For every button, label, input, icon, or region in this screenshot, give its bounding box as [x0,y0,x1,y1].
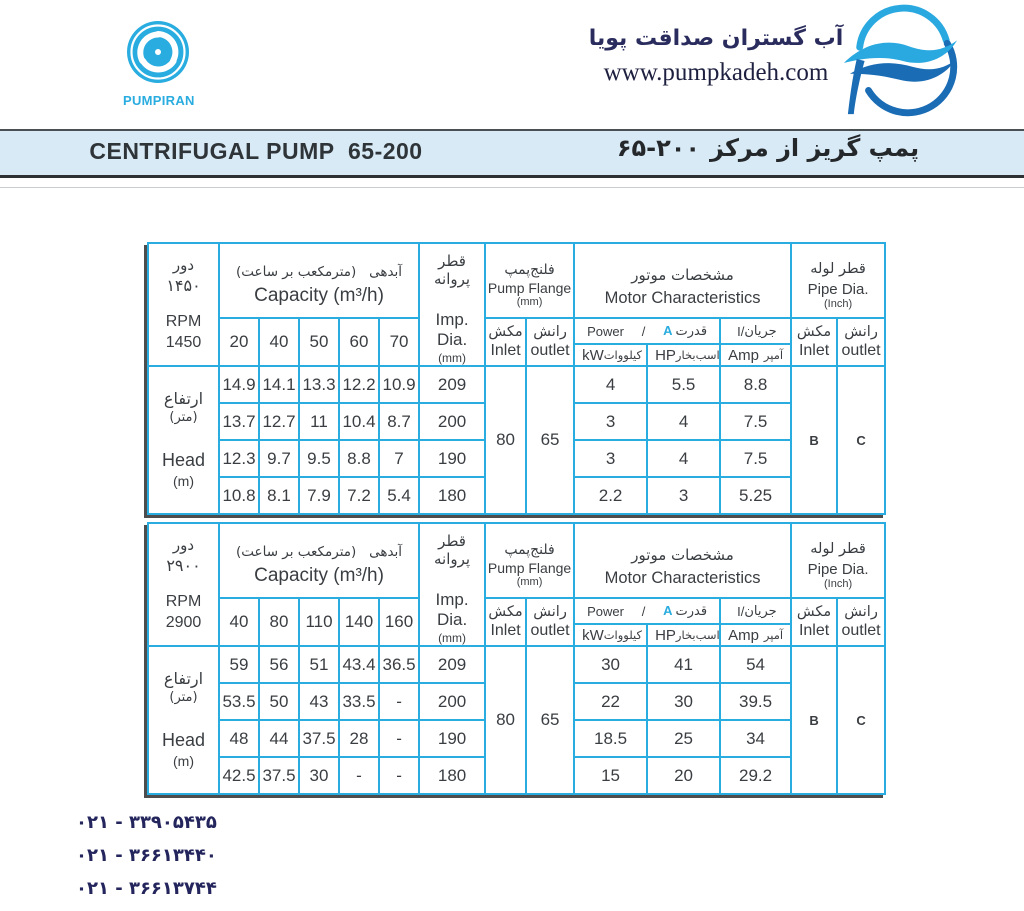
power-label-en: Power [587,603,624,619]
outlet-label-fa: رانش [844,323,878,340]
power-marker: A [663,323,673,338]
pipe-diameter-unit: (Inch) [824,297,853,310]
kw-value: 15 [574,757,647,794]
head-value: 14.1 [259,366,299,403]
impeller-diameter-unit: (mm) [438,351,467,365]
title-bar-underline [0,187,1024,188]
head-value: 7.9 [299,477,339,514]
kw-header [574,624,647,646]
pipe-inlet-header [791,598,837,646]
kw-label-en: kW [582,626,604,644]
rpm-cell [148,523,219,646]
pump-flange-header [485,523,574,598]
capacity-label-en: Capacity (m³/h) [254,565,384,586]
power-label-en: Power [587,323,624,339]
current-header [720,318,791,344]
current-slash: / [740,323,745,339]
inlet-label-fa: مکش [488,323,523,340]
pump-flange-header [485,243,574,318]
pipe-diameter-header [791,243,885,318]
rpm-value-fa: ۱۴۵۰ [166,276,201,296]
page-title-fa-text: پمپ گریز از مرکز [710,134,920,162]
pipe-outlet-value: C [837,646,885,794]
head-value: 12.7 [259,403,299,440]
head-value: 7 [379,440,419,477]
rpm-cell [148,243,219,366]
capacity-label-fa: آبدهی [369,544,403,560]
head-row-header [148,366,219,514]
current-header [720,598,791,624]
power-slash: / [641,323,646,339]
head-value: 10.4 [339,403,379,440]
motor-label-fa: مشخصات موتور [631,546,734,564]
power-label-fa: قدرت [675,324,708,339]
pipe-diameter-label-fa: قطر لوله [810,540,866,557]
head-value: 9.5 [299,440,339,477]
pipe-inlet-value: B [791,366,837,514]
amp-value: 34 [720,720,791,757]
capacity-label-en: Capacity (m³/h) [254,285,384,306]
motor-label-en: Motor Characteristics [604,289,761,307]
capacity-header [219,243,419,318]
hp-header [647,624,720,646]
outlet-label-en: outlet [841,622,881,640]
impeller-diameter-label-en: Imp. Dia. [435,310,469,349]
kw-value: 4 [574,366,647,403]
impeller-icon [126,20,190,84]
amp-label-fa: آمپر [763,348,784,362]
pipe-diameter-label-en: Pipe Dia. [807,560,869,578]
rpm-label-en: RPM [165,312,202,330]
hp-label-fa: اسب‌بخار [675,348,720,362]
pump-flange-label-en: Pump Flange [487,560,572,576]
outlet-label-en: outlet [530,342,570,360]
head-label-fa: ارتفاع [163,389,204,409]
pumpiran-logo [123,20,193,108]
head-value: 8.1 [259,477,299,514]
kw-label-en: kW [582,346,604,364]
impeller-diameter-value: 190 [419,440,485,477]
impeller-diameter-value: 180 [419,477,485,514]
head-value: 53.5 [219,683,259,720]
capacity-column-header: 110 [299,598,339,646]
head-value: 43.4 [339,646,379,683]
head-value: - [379,720,419,757]
impeller-diameter-label-fa: قطر پروانه [434,252,471,288]
impeller-diameter-value: 209 [419,366,485,403]
capacity-unit-fa: (مترمکعب بر ساعت) [236,544,357,560]
pipe-outlet-value: C [837,366,885,514]
flange-inlet-value: 80 [485,646,526,794]
head-value: 56 [259,646,299,683]
capacity-column-header: 140 [339,598,379,646]
power-header [574,318,720,344]
inlet-label-fa: مکش [488,603,523,620]
head-value: 12.3 [219,440,259,477]
capacity-column-header: 50 [299,318,339,366]
amp-label-en: Amp [728,346,759,364]
capacity-label-fa: آبدهی [369,264,403,280]
phone-number: ۰۲۱ - ۳۶۶۱۳۴۴۰ [76,845,217,866]
page-title-fa-number: ۶۵-۲۰۰ [616,134,701,162]
motor-characteristics-header [574,523,791,598]
wave-logo-icon [836,2,964,120]
pipe-diameter-label-fa: قطر لوله [810,260,866,277]
kw-label-fa: کیلووات [603,348,643,362]
capacity-column-header: 20 [219,318,259,366]
phone-number: ۰۲۱ - ۳۳۹۰۵۴۳۵ [76,812,217,833]
head-value: 10.9 [379,366,419,403]
outlet-label-fa: رانش [533,323,567,340]
head-value: - [339,757,379,794]
head-unit-fa: (متر) [169,410,198,426]
pipe-inlet-header [791,318,837,366]
head-unit-en: (m) [173,753,194,770]
power-header [574,598,720,624]
pipe-outlet-header [837,598,885,646]
amp-value: 8.8 [720,366,791,403]
flange-outlet-value: 65 [526,366,574,514]
kw-value: 18.5 [574,720,647,757]
hp-value: 5.5 [647,366,720,403]
company-website: www.pumpkadeh.com [603,59,829,86]
current-label-en: I [737,603,741,619]
amp-header [720,344,791,366]
flange-inlet-header [485,598,526,646]
hp-label-en: HP [655,346,676,364]
company-block [576,26,856,87]
rpm-label-fa: دور [172,535,195,554]
impeller-diameter-label-fa: قطر پروانه [434,532,471,568]
amp-header [720,624,791,646]
outlet-label-en: outlet [841,342,881,360]
capacity-header [219,523,419,598]
head-value: 8.7 [379,403,419,440]
inlet-label-en: Inlet [490,622,521,640]
inlet-label-en: Inlet [490,342,521,360]
hp-value: 4 [647,440,720,477]
head-value: 37.5 [259,757,299,794]
flange-outlet-value: 65 [526,646,574,794]
head-value: 51 [299,646,339,683]
head-value: 28 [339,720,379,757]
head-value: 9.7 [259,440,299,477]
motor-label-fa: مشخصات موتور [631,266,734,284]
amp-label-en: Amp [728,626,759,644]
flange-inlet-value: 80 [485,366,526,514]
hp-header [647,344,720,366]
outlet-label-fa: رانش [533,603,567,620]
head-value: 37.5 [299,720,339,757]
impeller-diameter-value: 200 [419,403,485,440]
pump-flange-label-fa: فلنج‌پمپ [504,542,555,558]
pipe-inlet-value: B [791,646,837,794]
rpm-value-fa: ۲۹۰۰ [166,556,201,576]
hp-label-fa: اسب‌بخار [675,628,720,642]
head-value: - [379,757,419,794]
kw-value: 22 [574,683,647,720]
capacity-column-header: 70 [379,318,419,366]
head-value: - [379,683,419,720]
capacity-column-header: 60 [339,318,379,366]
kw-label-fa: کیلووات [603,628,643,642]
inlet-label-fa: مکش [796,603,832,620]
amp-value: 39.5 [720,683,791,720]
head-value: 43 [299,683,339,720]
rpm-label-fa: دور [172,255,195,274]
flange-outlet-header [526,598,574,646]
hp-value: 25 [647,720,720,757]
capacity-column-header: 80 [259,598,299,646]
head-value: 36.5 [379,646,419,683]
phone-numbers [76,806,217,905]
pump-flange-unit: (mm) [516,296,543,308]
impeller-diameter-value: 180 [419,757,485,794]
amp-value: 5.25 [720,477,791,514]
current-slash: / [740,603,745,619]
head-value: 42.5 [219,757,259,794]
head-value: 48 [219,720,259,757]
head-value: 30 [299,757,339,794]
kw-value: 30 [574,646,647,683]
capacity-column-header: 40 [259,318,299,366]
motor-label-en: Motor Characteristics [604,569,761,587]
current-label-fa: جریان [744,323,777,339]
amp-value: 7.5 [720,403,791,440]
amp-value: 7.5 [720,440,791,477]
head-value: 13.3 [299,366,339,403]
pump-flange-label-en: Pump Flange [487,280,572,296]
impeller-diameter-unit: (mm) [438,631,467,645]
hp-value: 41 [647,646,720,683]
phone-number: ۰۲۱ - ۳۶۶۱۳۷۴۴ [76,878,217,899]
rpm-value-en: 1450 [165,334,202,352]
head-value: 11 [299,403,339,440]
head-unit-fa: (متر) [169,690,198,706]
current-label-en: I [737,323,741,339]
hp-value: 30 [647,683,720,720]
amp-value: 54 [720,646,791,683]
pump-flange-unit: (mm) [516,576,543,588]
kw-value: 2.2 [574,477,647,514]
pump-table-rpm-1450 [147,242,886,515]
head-row-header [148,646,219,794]
pumpkadeh-logo [836,2,964,125]
hp-value: 4 [647,403,720,440]
head-label-en: Head [161,450,206,471]
hp-value: 20 [647,757,720,794]
hp-value: 3 [647,477,720,514]
head-value: 44 [259,720,299,757]
head-value: 7.2 [339,477,379,514]
pumpiran-wordmark: PUMPIRAN [123,93,195,108]
head-value: 10.8 [219,477,259,514]
kw-header [574,344,647,366]
capacity-column-header: 160 [379,598,419,646]
page-title-en: CENTRIFUGAL PUMP 65-200 [89,138,423,164]
pump-table-rpm-2900 [147,522,886,795]
impeller-diameter-header [419,243,485,366]
head-value: 13.7 [219,403,259,440]
hp-label-en: HP [655,626,676,644]
head-value: 50 [259,683,299,720]
page-title-fa [512,134,1024,162]
impeller-diameter-value: 209 [419,646,485,683]
impeller-diameter-value: 200 [419,683,485,720]
impeller-diameter-header [419,523,485,646]
head-value: 12.2 [339,366,379,403]
inlet-label-en: Inlet [798,622,830,640]
flange-outlet-header [526,318,574,366]
capacity-column-header: 40 [219,598,259,646]
impeller-diameter-value: 190 [419,720,485,757]
head-value: 5.4 [379,477,419,514]
pipe-diameter-header [791,523,885,598]
outlet-label-fa: رانش [844,603,878,620]
inlet-label-fa: مکش [796,323,832,340]
amp-label-fa: آمپر [763,628,784,642]
motor-characteristics-header [574,243,791,318]
rpm-value-en: 2900 [165,614,202,632]
head-value: 33.5 [339,683,379,720]
inlet-label-en: Inlet [798,342,830,360]
power-label-fa: قدرت [675,604,708,619]
company-name: آب گستران صداقت پویا [588,26,844,51]
pipe-diameter-label-en: Pipe Dia. [807,280,869,298]
head-unit-en: (m) [173,473,194,490]
head-label-fa: ارتفاع [163,669,204,689]
flange-inlet-header [485,318,526,366]
power-slash: / [641,603,646,619]
pump-flange-label-fa: فلنج‌پمپ [504,262,555,278]
kw-value: 3 [574,440,647,477]
head-value: 8.8 [339,440,379,477]
head-value: 14.9 [219,366,259,403]
amp-value: 29.2 [720,757,791,794]
pipe-outlet-header [837,318,885,366]
outlet-label-en: outlet [530,622,570,640]
impeller-diameter-label-en: Imp. Dia. [435,590,469,629]
power-marker: A [663,603,673,618]
capacity-unit-fa: (مترمکعب بر ساعت) [236,264,357,280]
pipe-diameter-unit: (Inch) [824,577,853,590]
rpm-label-en: RPM [165,592,202,610]
head-label-en: Head [161,730,206,751]
kw-value: 3 [574,403,647,440]
head-value: 59 [219,646,259,683]
current-label-fa: جریان [744,603,777,619]
